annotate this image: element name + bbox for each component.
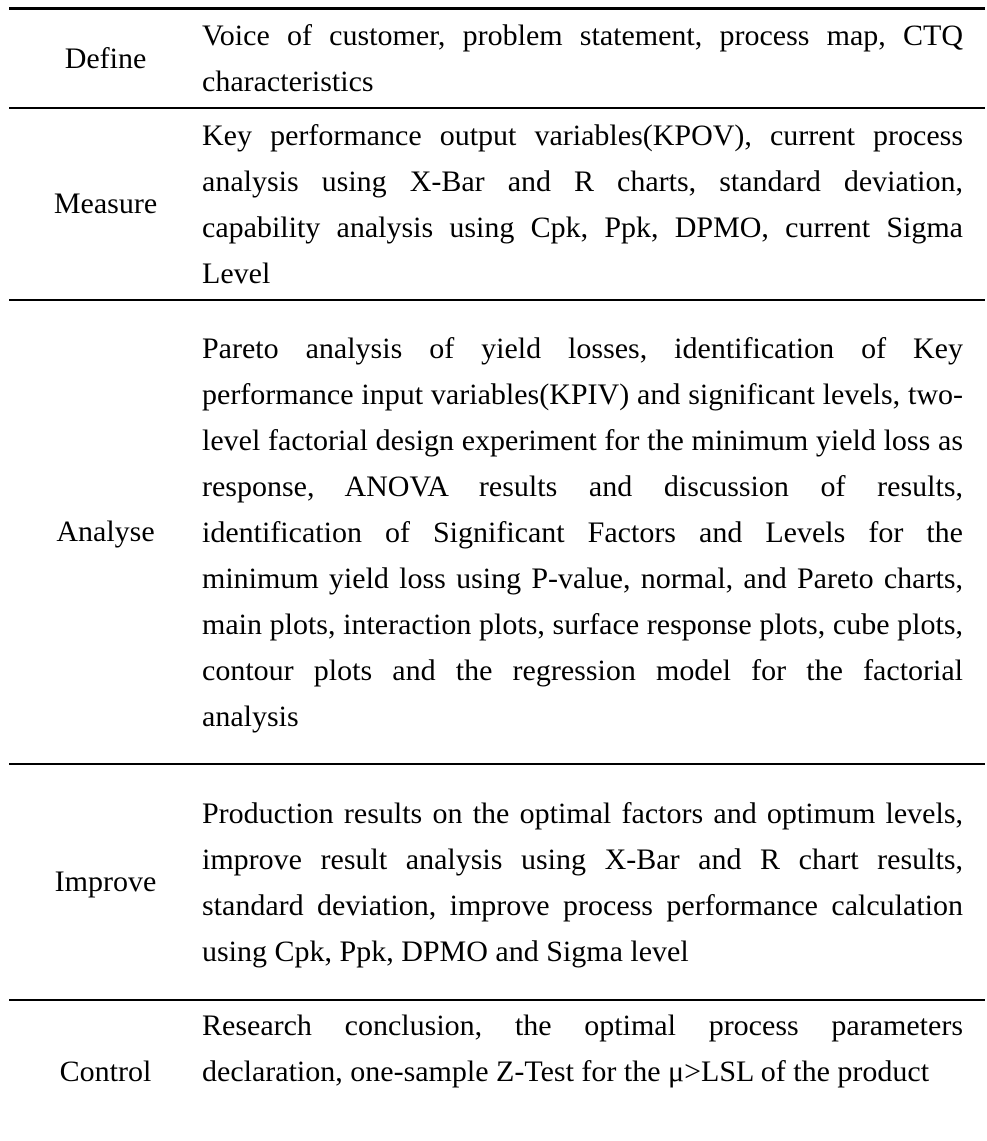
- phase-label: Analyse: [56, 515, 155, 548]
- dmaic-table: [9, 7, 985, 1141]
- phase-description: Production results on the optimal factors and optimum levels, improve result analysis using X-Bar and R chart results, standard deviation, improve process performance calculation using Cpk, Ppk, DPMO and Sigma level: [202, 796, 963, 968]
- phase-label: Measure: [53, 187, 158, 220]
- phase-description: Pareto analysis of yield losses, identification of Key performance input variables(KPIV) and significant levels, two-level factorial design experiment for the minimum yield loss as response, ANOVA results and discussion of results, identification of Significant Factors and Levels for the minimum yield loss using P-value, normal, and Pareto charts, main plots, interaction plots, surface response plots, cube plots, contour plots and the regression model for the factorial analysis: [202, 331, 963, 733]
- phase-description: Key performance output variables(KPOV), current process analysis using X-Bar and R charts, standard deviation, capability analysis using Cpk, Ppk, DPMO, current Sigma Level: [202, 118, 963, 290]
- table-row-improve: [9, 765, 985, 1001]
- table-row-analyse: [9, 301, 985, 765]
- phase-label: Improve: [54, 865, 157, 898]
- table-row-control: [9, 1001, 985, 1141]
- table-row-measure: [9, 109, 985, 301]
- phase-description: Research conclusion, the optimal process parameters declaration, one-sample Z-Test for the μ>LSL of the product: [202, 1009, 963, 1088]
- phase-description: Voice of customer, problem statement, process map, CTQ characteristics: [202, 19, 963, 98]
- table-row-define: [9, 10, 985, 109]
- phase-label: Control: [59, 1055, 152, 1088]
- phase-label: Define: [64, 41, 147, 75]
